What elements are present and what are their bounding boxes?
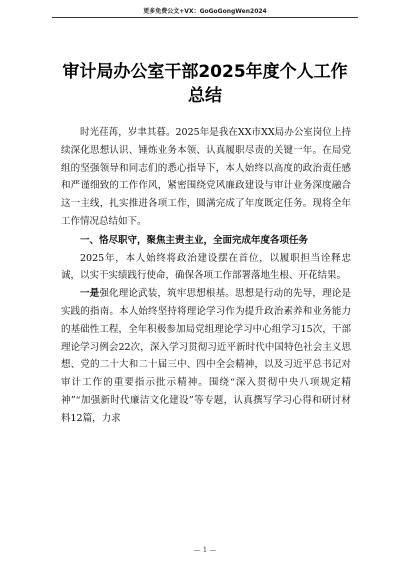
point-1-lead: 一是 (80, 288, 100, 300)
intro-paragraph: 时光荏苒，岁聿其暮。2025年是我在XX市XX局办公室岗位上持续深化思想认识、锤炼业务本领、认真履职尽责的关键一年。在局党组的坚强领导和同志们的悉心指导下，本人始终以高度的政治责任感和严谨细致的工作作风，紧密围绕党风廉政建设与审计业务深度融合这一主线，扎实推进各项工作，圆满完成了年度既定任务。现将全年工作情况总结如下。 (61, 127, 351, 227)
section-heading-1: 一、恪尽职守，聚焦主责主业，全面完成年度各项任务 (80, 234, 309, 246)
page-header: 更多免费公文+VX：GoGoGongWen2024 (143, 8, 267, 15)
section-1-paragraph: 2025年，本人始终将政治建设摆在首位，以履职担当诠释忠诚，以实干实绩践行使命，确保各项工作部署落地生根、开花结果。 (61, 252, 351, 282)
page-number: — 1 — (193, 546, 217, 554)
point-1-paragraph (61, 285, 351, 427)
document-title: 审计局办公室干部2025年度个人工作总结 (62, 62, 348, 106)
header-divider (52, 17, 358, 18)
document-body (61, 124, 351, 428)
point-1-lead-rest: 强化理论武装，筑牢思想根基。 (99, 288, 235, 300)
point-1-text: 思想是行动的先导，理论是实践的指南。本人始终坚持将理论学习作为提升政治素养和业务能力的基础性工程，全年积极参加局党组理论学习中心组学习15次，干部理论学习例会22次，深入学习贯彻习近平新时代中国特色社会主义思想、党的二十大和二十届三中、四中全会精神，以及习近平总书记对审计工作的重要指示批示精神。围绕“深入贯彻中央八项规定精神”“加强新时代廉洁文化建设”等专题，认真撰写学习心得和研讨材料12篇，力求 (61, 288, 351, 424)
